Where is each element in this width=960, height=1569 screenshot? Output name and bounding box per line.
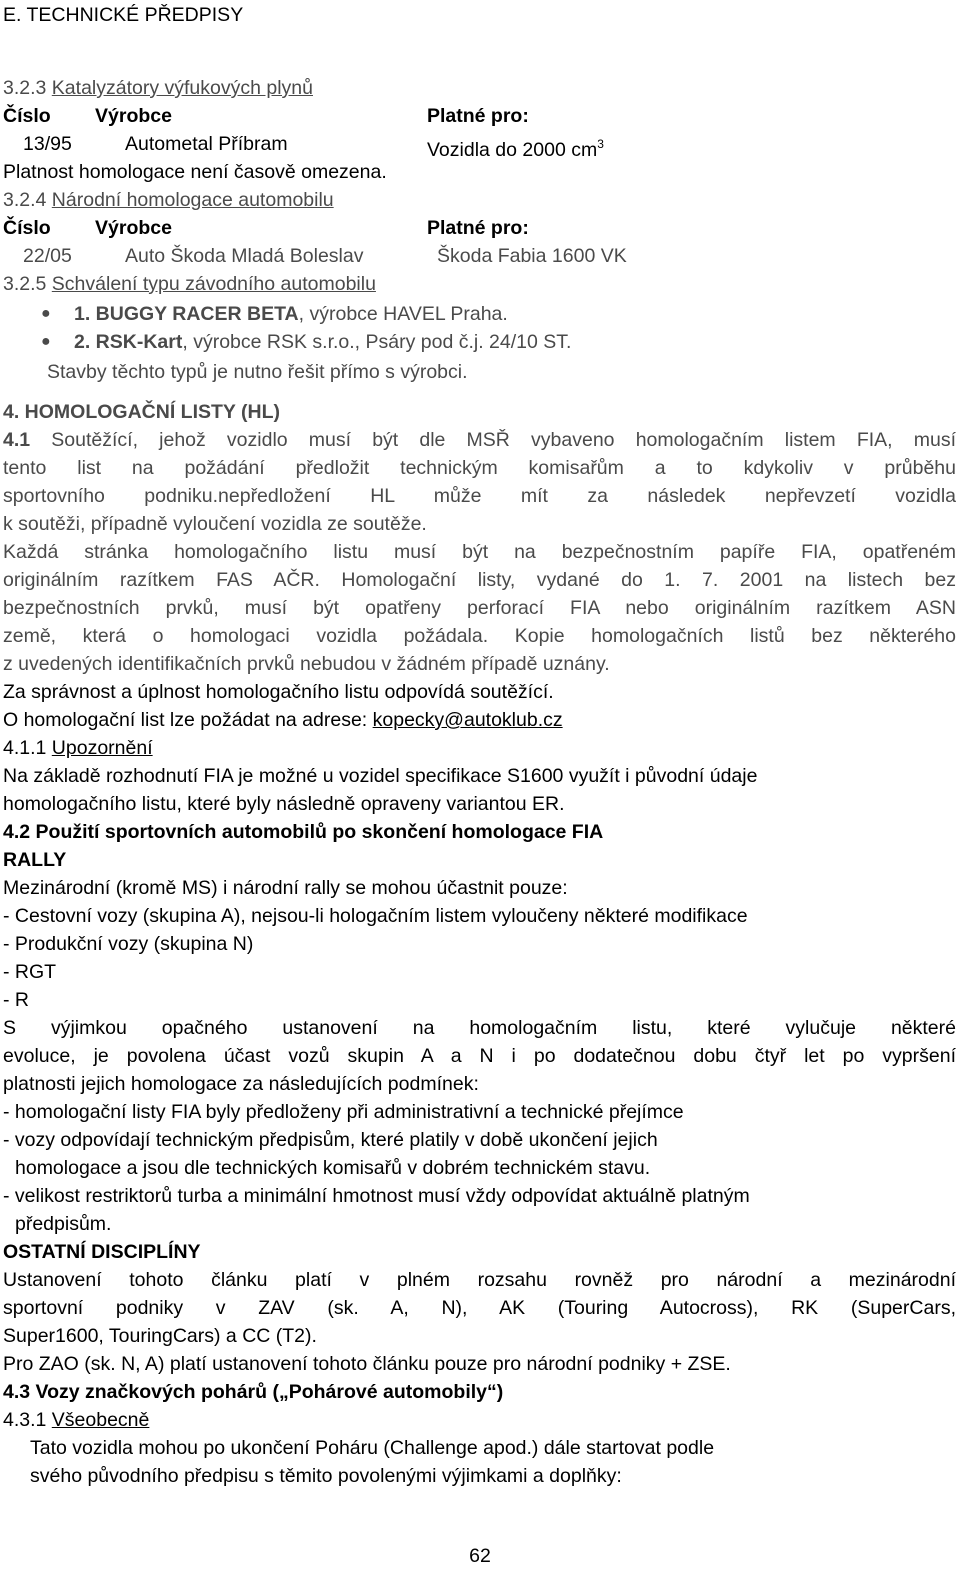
list-item: - velikost restriktorů turba a minimální hmotnost musí vždy odpovídat aktuálně platným bbox=[3, 1185, 750, 1207]
col-header-platne: Platné pro: bbox=[427, 217, 529, 239]
rally-heading: RALLY bbox=[3, 849, 67, 871]
section-4-3-1-heading bbox=[3, 1406, 149, 1434]
bullet-icon: ● bbox=[41, 333, 51, 350]
paragraph-line: Mezinárodní (kromě MS) i národní rally se mohou účastnit pouze: bbox=[3, 877, 568, 899]
item-name: 1. BUGGY RACER BETA bbox=[74, 303, 299, 325]
paragraph-line: Ustanovení tohoto článku platí v plném rozsahu rovněž pro národní a mezinárodní bbox=[3, 1269, 956, 1291]
section-4-2-heading: 4.2 Použití sportovních automobilů po skončení homologace FIA bbox=[3, 821, 604, 843]
list-item: - RGT bbox=[3, 961, 57, 983]
contact-line: O homologační list lze požádat na adrese: kopecky@autoklub.cz bbox=[3, 709, 563, 731]
section-title: Upozornění bbox=[51, 737, 153, 759]
paragraph-line: k soutěži, případně vyloučení vozidla ze soutěže. bbox=[3, 513, 427, 535]
list-item-continuation: homologace a jsou dle technických komisařů v dobrém technickém stavu. bbox=[15, 1157, 651, 1179]
section-3-2-4-heading bbox=[3, 186, 334, 214]
ostatni-discipliny-heading: OSTATNÍ DISCIPLÍNY bbox=[3, 1241, 201, 1263]
paragraph-line: tento list na požádání předložit technickým komisařům a to kdykoliv v průběhu bbox=[3, 457, 956, 479]
validity-note: Platnost homologace není časově omezena. bbox=[3, 161, 387, 183]
list-item-continuation: předpisům. bbox=[15, 1213, 112, 1235]
paragraph-line: Super1600, TouringCars) a CC (T2). bbox=[3, 1325, 317, 1347]
section-title: Katalyzátory výfukových plynů bbox=[51, 77, 313, 99]
table-header-row bbox=[3, 214, 956, 242]
cell-cislo: 22/05 bbox=[23, 245, 72, 267]
list-item: - Cestovní vozy (skupina A), nejsou-li hologačním listem vyloučeny některé modifikace bbox=[3, 905, 748, 927]
cell-platne: Škoda Fabia 1600 VK bbox=[437, 245, 627, 267]
section-title: Schválení typu závodního automobilu bbox=[51, 273, 376, 295]
paragraph-line: homologačního listu, které byly následně opraveny variantou ER. bbox=[3, 793, 565, 815]
paragraph-line: evoluce, je povolena účast vozů skupin A a N i po dodatečnou dobu čtyř let po vypršení bbox=[3, 1045, 956, 1067]
col-header-platne: Platné pro: bbox=[427, 105, 529, 127]
page-number: 62 bbox=[469, 1545, 491, 1567]
col-header-cislo: Číslo bbox=[3, 105, 51, 127]
builders-note: Stavby těchto typů je nutno řešit přímo s výrobci. bbox=[47, 361, 468, 383]
paragraph-line: svého původního předpisu s těmito povolenými výjimkami a doplňky: bbox=[30, 1465, 622, 1487]
paragraph-line: sportovního podniku.nepředložení HL může mít za následek nepřevzetí vozidla bbox=[3, 485, 956, 507]
paragraph-line: Každá stránka homologačního listu musí být na bezpečnostním papíře FIA, opatřeném bbox=[3, 541, 956, 563]
cell-vyrobce: Autometal Příbram bbox=[125, 133, 288, 155]
paragraph-line: Na základě rozhodnutí FIA je možné u vozidel specifikace S1600 využít i původní údaje bbox=[3, 765, 758, 787]
section-4-heading: 4. HOMOLOGAČNÍ LISTY (HL) bbox=[3, 401, 280, 423]
list-item bbox=[3, 300, 956, 328]
section-number: 4.3.1 bbox=[3, 1409, 47, 1431]
col-header-vyrobce: Výrobce bbox=[95, 105, 172, 127]
table-row bbox=[3, 130, 956, 161]
paragraph-line: bezpečnostních prvků, musí být opatřeny perforací FIA nebo originálním razítkem ASN bbox=[3, 597, 956, 619]
item-detail: , výrobce RSK s.r.o., Psáry pod č.j. 24/10 ST. bbox=[182, 331, 572, 353]
paragraph-line: S výjimkou opačného ustanovení na homologačním listu, které vylučuje některé bbox=[3, 1017, 956, 1039]
cell-platne: Vozidla do 2000 $cm^3$ bbox=[427, 137, 604, 161]
section-title: Národní homologace automobilu bbox=[51, 189, 334, 211]
section-number: 3.2.5 bbox=[3, 273, 47, 295]
paragraph-line: platnosti jejich homologace za následujících podmínek: bbox=[3, 1073, 479, 1095]
bullet-icon: ● bbox=[41, 305, 51, 322]
paragraph-line: Tato vozidla mohou po ukončení Poháru (Challenge apod.) dále startovat podle bbox=[30, 1437, 715, 1459]
section-4-3-heading: 4.3 Vozy značkových pohárů („Pohárové automobily“) bbox=[3, 1381, 504, 1403]
list-item: - homologační listy FIA byly předloženy při administrativní a technické přejímce bbox=[3, 1101, 684, 1123]
list-item bbox=[3, 328, 956, 356]
table-header-row bbox=[3, 102, 956, 130]
col-header-vyrobce: Výrobce bbox=[95, 217, 172, 239]
section-title: Všeobecně bbox=[51, 1409, 150, 1431]
paragraph-line: originálním razítkem FAS AČR. Homologační listy, vydané do 1. 7. 2001 na listech bez bbox=[3, 569, 956, 591]
section-number: 3.2.3 bbox=[3, 77, 47, 99]
paragraph-line: Pro ZAO (sk. N, A) platí ustanovení tohoto článku pouze pro národní podniky + ZSE. bbox=[3, 1353, 731, 1375]
paragraph-4-1-line: 4.1 Soutěžící, jehož vozidlo musí být dle MSŘ vybaveno homologačním listem FIA, musí bbox=[3, 429, 956, 451]
page-header: E. TECHNICKÉ PŘEDPISY bbox=[3, 4, 244, 26]
section-4-1-1-heading bbox=[3, 734, 153, 762]
paragraph-line: sportovní podniky v ZAV (sk. A, N), AK (Touring Autocross), RK (SuperCars, bbox=[3, 1297, 956, 1319]
paragraph-line: země, která o homologaci vozidla požádala. Kopie homologačních listů bez některého bbox=[3, 625, 956, 647]
section-3-2-3-heading bbox=[3, 74, 313, 102]
list-item: - vozy odpovídají technickým předpisům, které platily v době ukončení jejich bbox=[3, 1129, 658, 1151]
col-header-cislo: Číslo bbox=[3, 217, 51, 239]
list-item: - Produkční vozy (skupina N) bbox=[3, 933, 254, 955]
paragraph-line: Za správnost a úplnost homologačního listu odpovídá soutěžící. bbox=[3, 681, 554, 703]
section-number: 3.2.4 bbox=[3, 189, 47, 211]
item-detail: , výrobce HAVEL Praha. bbox=[298, 303, 508, 325]
cell-cislo: 13/95 bbox=[23, 133, 72, 155]
list-item: - R bbox=[3, 989, 29, 1011]
section-3-2-5-heading bbox=[3, 270, 376, 298]
cell-vyrobce: Auto Škoda Mladá Boleslav bbox=[125, 245, 364, 267]
section-number: 4.1.1 bbox=[3, 737, 47, 759]
table-row bbox=[3, 242, 956, 270]
email-link[interactable]: kopecky@autoklub.cz bbox=[372, 709, 563, 731]
item-name: 2. RSK-Kart bbox=[74, 331, 183, 353]
paragraph-line: z uvedených identifikačních prvků nebudou v žádném případě uznány. bbox=[3, 653, 610, 675]
